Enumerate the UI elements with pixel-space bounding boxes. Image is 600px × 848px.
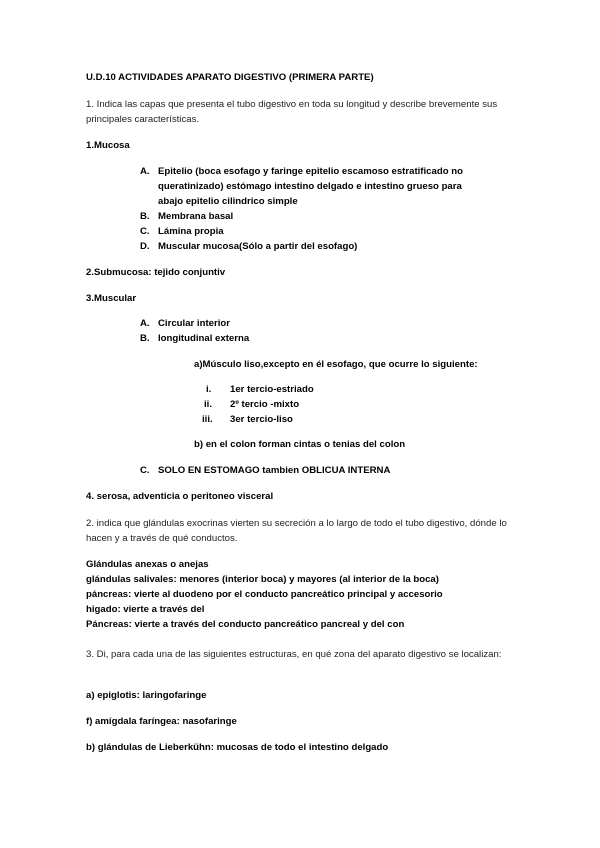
answer-line: Glándulas anexas o anejas — [86, 559, 209, 570]
answer-line: higado: vierte a través del — [86, 604, 205, 615]
muscular-note-b: b) en el colon forman cintas o tenias del colon — [194, 439, 406, 450]
list-marker: A. — [140, 318, 150, 329]
serosa-line: 4. serosa, adventicia o peritoneo visceral — [86, 491, 274, 502]
list-item-line: Epitelio (boca esofago y faringe epitelio escamoso estratificado no — [158, 166, 463, 177]
answer-line: f) amígdala faríngea: nasofaringe — [86, 716, 237, 727]
question-2-prompt: 2. indica que glándulas exocrinas vierten su secreción a lo largo de todo el tubo digestivo, dónde lo hacen y a través de qué conductos. — [86, 518, 507, 544]
sublist-item: 3er tercio-liso — [230, 414, 293, 425]
list-item-line: Muscular mucosa(Sólo a partir del esofago) — [158, 241, 358, 252]
list-item-line: SOLO EN ESTOMAGO tambien OBLICUA INTERNA — [158, 465, 391, 476]
answer-line: b) glándulas de Lieberkühn: mucosas de todo el intestino delgado — [86, 742, 389, 753]
answer-line: Páncreas: vierte a través del conducto pancreático pancreal y del con — [86, 619, 405, 630]
list-marker: C. — [140, 465, 150, 476]
sublist-item: 1er tercio-estriado — [230, 384, 314, 395]
sublist-item: 2º tercio -mixto — [230, 399, 300, 410]
sublist-marker: i. — [206, 384, 212, 395]
sublist-marker: ii. — [204, 399, 212, 410]
muscular-heading: 3.Muscular — [86, 293, 137, 304]
list-marker: C. — [140, 226, 150, 237]
question-1-prompt: 1. Indica las capas que presenta el tubo digestivo en toda su longitud y describe brevemente sus principales características. — [86, 99, 498, 125]
mucosa-heading: 1.Mucosa — [86, 140, 130, 151]
list-item-line: Lámina propia — [158, 226, 224, 237]
muscular-note-a: a)Músculo liso,excepto en él esofago, que ocurre lo siguiente: — [194, 359, 478, 370]
list-item-line: Membrana basal — [158, 211, 234, 222]
list-marker: D. — [140, 241, 150, 252]
list-marker: B. — [140, 333, 150, 344]
question-3-prompt: 3. Di, para cada una de las siguientes estructuras, en qué zona del aparato digestivo se localizan: — [86, 649, 502, 660]
answer-line: páncreas: vierte al duodeno por el conducto pancreático principal y accesorio — [86, 589, 443, 600]
answer-line: glándulas salivales: menores (interior boca) y mayores (al interior de la boca) — [86, 574, 439, 585]
list-item-line: Circular interior — [158, 318, 230, 329]
sublist-marker: iii. — [202, 414, 213, 425]
page-title: U.D.10 ACTIVIDADES APARATO DIGESTIVO (PRIMERA PARTE) — [86, 72, 374, 83]
list-item-line: longitudinal externa — [158, 333, 250, 344]
list-marker: A. — [140, 166, 150, 177]
answer-line: a) epiglotis: laringofaringe — [86, 690, 207, 701]
list-item-line: abajo epitelio cilindrico simple — [158, 196, 298, 207]
list-item-line: queratinizado) estómago intestino delgado e intestino grueso para — [158, 181, 462, 192]
submucosa-line: 2.Submucosa: tejido conjuntiv — [86, 267, 226, 278]
list-marker: B. — [140, 211, 150, 222]
